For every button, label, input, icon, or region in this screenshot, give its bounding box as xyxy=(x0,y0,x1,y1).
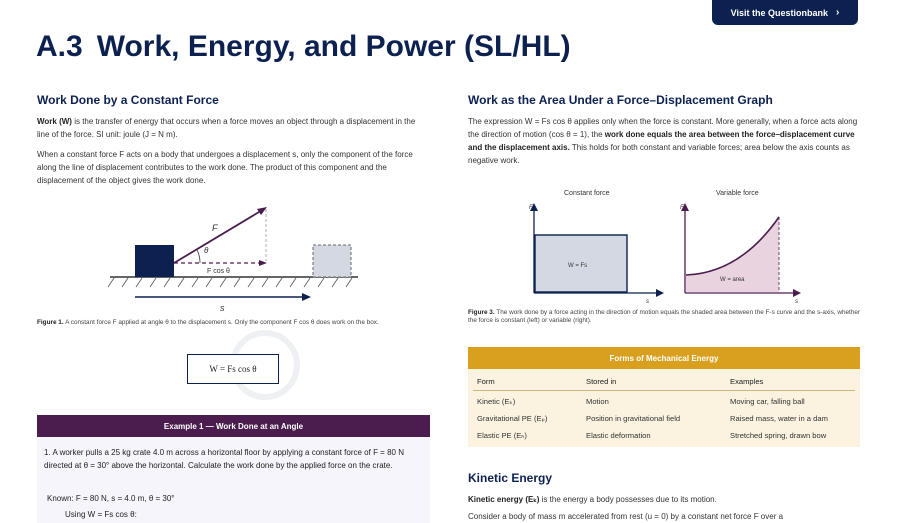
example-1-title: Example 1 — Work Done at an Angle xyxy=(37,415,430,437)
section-number: A.3 xyxy=(36,30,83,63)
label-s: s xyxy=(220,303,225,313)
table-cell: Gravitational PE (Eₚ) xyxy=(477,414,548,423)
area-text-bold: work done equals the area between the force–displacement curve and the displacement axis. xyxy=(468,130,855,152)
figure-3-graphs xyxy=(520,183,810,303)
kinetic-energy-term: Kinetic energy (Eₖ) xyxy=(468,495,540,504)
svg-text:F: F xyxy=(680,205,684,211)
visit-questionbank-button[interactable] xyxy=(712,0,858,25)
figure-3-caption-label: Figure 3. xyxy=(468,309,495,316)
kinetic-energy-text: is the energy a body possesses due to its motion. xyxy=(539,495,717,504)
section-heading-work-constant-force: Work Done by a Constant Force xyxy=(37,93,219,107)
table-cell: Kinetic (Eₖ) xyxy=(477,397,516,406)
force-arrowhead xyxy=(257,207,267,215)
section-heading-area-under-graph: Work as the Area Under a Force–Displacement Graph xyxy=(468,93,773,107)
table-cell: Moving car, falling ball xyxy=(730,397,805,406)
figure-3-caption xyxy=(468,309,863,325)
table-cell: Position in gravitational field xyxy=(586,414,681,423)
svg-text:F: F xyxy=(529,205,533,211)
forms-table-title: Forms of Mechanical Energy xyxy=(468,347,860,369)
kinetic-energy-derivation: Consider a body of mass m accelerated from rest (u = 0) by a constant net force F over a xyxy=(468,512,784,521)
figure-1-caption-label: Figure 1. xyxy=(37,319,64,326)
component-explanation-paragraph: When a constant force F acts on a body that undergoes a displacement s, only the component of the force along the line of displacement contributes to the work done. The product of this component and the displacement of the object gives the work done. xyxy=(37,150,413,185)
example-1-card xyxy=(37,415,430,523)
page-title-text: Work, Energy, and Power (SL/HL) xyxy=(96,30,571,63)
table-cell: Elastic PE (Eₕ) xyxy=(477,431,527,440)
label-Fcos: F cos θ xyxy=(207,268,230,275)
table-cell: Motion xyxy=(586,397,609,406)
column-header-form: Form xyxy=(477,377,495,386)
example-1-using: Using W = Fs cos θ: xyxy=(65,510,137,519)
work-term: Work (W) xyxy=(37,117,72,126)
force-arrow xyxy=(174,209,264,263)
svg-text:s: s xyxy=(795,299,798,303)
column-header-examples: Examples xyxy=(730,377,764,386)
work-formula-box: W = Fs cos θ xyxy=(187,354,279,384)
left-area-label: W = Fs xyxy=(568,263,588,269)
table-cell: Stretched spring, drawn bow xyxy=(730,431,827,440)
left-graph-title: Constant force xyxy=(564,190,610,197)
label-theta: θ xyxy=(204,246,209,255)
forms-of-energy-table xyxy=(468,347,860,447)
figure-3-caption-text: The work done by a force acting in the direction of motion equals the shaded area between the F-s curve and the s-axis, whether the force is constant (left) or variable (right). xyxy=(468,309,861,324)
table-cell: Elastic deformation xyxy=(586,431,651,440)
angle-arc xyxy=(197,250,200,263)
work-definition-text: is the transfer of energy that occurs when a force moves an object through a displacement in the line of the force. SI unit: joule (J = N m). xyxy=(37,117,416,139)
table-rule xyxy=(473,390,855,391)
figure-1-caption xyxy=(37,319,432,327)
area-text-c: This holds for both constant and variable forces; area below the axis counts as negative work. xyxy=(468,143,850,165)
box-initial xyxy=(135,245,174,277)
chevron-right-icon: › xyxy=(836,7,840,18)
questionbank-label: Visit the Questionbank xyxy=(730,7,828,18)
label-F: F xyxy=(212,223,218,233)
example-1-question: 1. A worker pulls a 25 kg crate 4.0 m across a horizontal floor by applying a constant force of F = 80 N directed at θ = 30° above the horizontal. Calculate the work done by the applied force on the crate. xyxy=(44,448,404,470)
area-under-graph-paragraph xyxy=(468,115,860,167)
right-area-label: W = area xyxy=(720,277,745,283)
column-header-stored-in: Stored in xyxy=(586,377,617,386)
box-final xyxy=(313,245,351,277)
example-1-known: Known: F = 80 N, s = 4.0 m, θ = 30° xyxy=(47,494,175,503)
figure-1-caption-text: A constant force F applied at angle θ to the displacement s. Only the component F cos θ does work on the box. xyxy=(63,319,379,326)
section-heading-kinetic-energy: Kinetic Energy xyxy=(468,471,553,485)
svg-text:s: s xyxy=(646,299,649,303)
work-definition-paragraph xyxy=(37,115,425,141)
table-cell: Raised mass, water in a dam xyxy=(730,414,828,423)
page-title xyxy=(36,30,571,64)
area-text-a: The expression W = Fs cos θ applies only when the force is constant. More generally, when a force acts along the direction of motion (cos θ = 1), the xyxy=(468,117,858,139)
figure-1-diagram xyxy=(100,195,370,315)
kinetic-energy-definition xyxy=(468,493,860,506)
right-graph-title: Variable force xyxy=(716,190,759,197)
floor-hatching xyxy=(108,278,352,287)
